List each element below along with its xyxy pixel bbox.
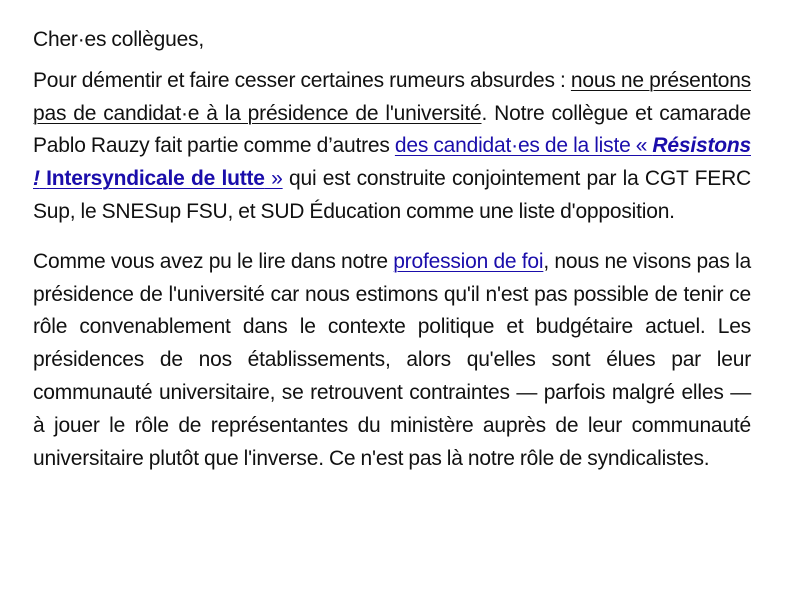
paragraph-denial xyxy=(33,65,751,229)
paragraph-role xyxy=(33,246,751,476)
list-name-intersyndicale: Intersyndicale de lutte xyxy=(46,167,265,191)
candidates-link-text-1: des candidat·es de la liste « xyxy=(394,134,653,158)
paragraph-role-text-2: , nous ne visons pas la présidence de l'université car nous estimons qu'il n'est pas possible de tenir ce rôle convenablement dans le contexte politique et budgétaire actuel. Les présidences de nos établissements, alors qu'elles sont élues par leur communauté universitaire, se retrouvent contraintes — parfois malgré elles — à jouer le rôle de représentantes du ministère auprès de leur communauté universitaire plutôt que l'inverse. Ce n'est pas là notre rôle de syndicalistes. xyxy=(33,249,752,470)
underlined-statement: nous ne présentons pas de candidat·e à la présidence de l'université xyxy=(33,68,751,125)
profession-de-foi-link[interactable]: profession de foi xyxy=(393,249,544,273)
paragraph-denial-text-2: . Notre collègue et camarade Pablo Rauzy fait partie comme d’autres xyxy=(33,101,751,158)
greeting: Cher·es collègues, xyxy=(33,28,204,51)
list-name-resistons: Résistons ! xyxy=(33,134,751,191)
candidates-link-text-2: » xyxy=(264,167,283,191)
paragraph-denial-text-3: qui est construite conjointement par la CGT FERC Sup, le SNESup FSU, et SUD Éducation comme une liste d'opposition. xyxy=(33,167,752,223)
paragraph-role-text-1: Comme vous avez pu le lire dans notre xyxy=(33,249,394,273)
paragraph-denial-text-1: Pour démentir et faire cesser certaines rumeurs absurdes : xyxy=(33,68,571,92)
